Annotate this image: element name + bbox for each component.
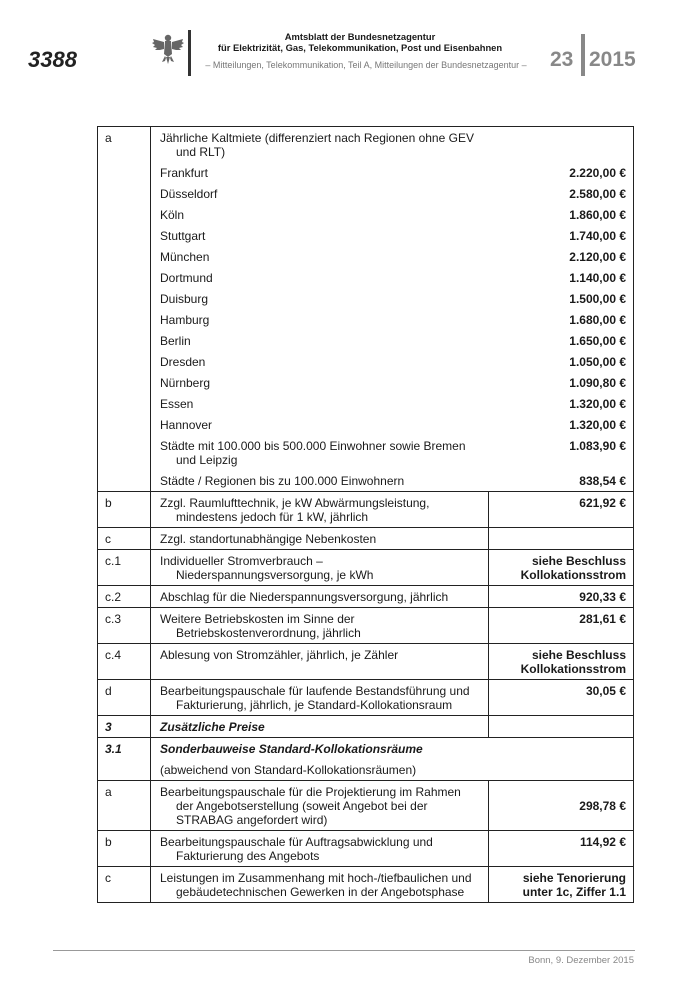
gazette-subtitle: – Mitteilungen, Telekommunikation, Teil A, Mitteilungen der Bundesnetzagentur –	[205, 60, 527, 70]
row-id: b	[98, 831, 151, 867]
region-name: Dresden	[160, 355, 206, 369]
section-number: 3	[98, 716, 151, 738]
region-name: Essen	[160, 397, 194, 411]
footer-divider	[53, 950, 635, 951]
row-id: c	[98, 867, 151, 903]
row-description	[151, 781, 489, 831]
row-description	[151, 867, 489, 903]
row-description	[151, 680, 489, 716]
table-row	[98, 680, 634, 716]
rent-heading-row	[151, 127, 633, 162]
subsection-number: 3.1	[98, 738, 151, 781]
row-description-text: Zzgl. standortunabhängige Nebenkosten	[160, 532, 377, 546]
section-header-row	[98, 716, 634, 738]
rent-heading: Jährliche Kaltmiete (differenziert nach Regionen ohne GEV und RLT)	[160, 131, 474, 159]
row-price: siehe Beschluss Kollokationsstrom	[489, 550, 634, 586]
gazette-title-line1: Amtsblatt der Bundesnetzagentur	[284, 31, 436, 42]
region-name: Köln	[160, 208, 185, 222]
region-price: 1.860,00 €	[569, 208, 626, 222]
region-name: Hamburg	[160, 313, 210, 327]
row-description	[151, 586, 489, 608]
list-item	[151, 267, 633, 288]
region-price: 838,54 €	[579, 474, 626, 488]
region-price: 2.220,00 €	[569, 166, 626, 180]
row-description	[151, 831, 489, 867]
city-list	[151, 162, 633, 491]
subsection-note: (abweichend von Standard-Kollokationsräumen)	[160, 763, 417, 777]
region-price: 2.580,00 €	[569, 187, 626, 201]
subsection-header-row	[98, 738, 634, 781]
region-price: 1.320,00 €	[569, 418, 626, 432]
header-divider	[188, 30, 191, 76]
section-title: Zusätzliche Preise	[151, 716, 489, 738]
region-name: Städte / Regionen bis zu 100.000 Einwohnern	[160, 474, 405, 488]
subsection-title: Sonderbauweise Standard-Kollokationsräume	[160, 742, 423, 756]
row-price: 621,92 €	[489, 492, 634, 528]
issue-divider	[581, 34, 585, 76]
table-row	[98, 781, 634, 831]
region-name: München	[160, 250, 210, 264]
row-description-text: Bearbeitungspauschale für laufende Bestandsführung und Fakturierung, jährlich, je Standard-Kollokationsraum	[160, 684, 470, 712]
row-price: 281,61 €	[489, 608, 634, 644]
region-price: 1.050,00 €	[569, 355, 626, 369]
table-row	[98, 492, 634, 528]
footer-date: Bonn, 9. Dezember 2015	[528, 955, 634, 966]
region-price: 1.680,00 €	[569, 313, 626, 327]
list-item	[151, 309, 633, 330]
list-item	[151, 470, 633, 491]
rent-by-region	[151, 127, 634, 492]
region-price: 1.083,90 €	[569, 439, 626, 453]
row-id: c.4	[98, 644, 151, 680]
row-price: 298,78 €	[489, 781, 634, 831]
region-name: Berlin	[160, 334, 191, 348]
region-price: 1.650,00 €	[569, 334, 626, 348]
row-id: b	[98, 492, 151, 528]
table-row	[98, 867, 634, 903]
row-description-text: Zzgl. Raumlufttechnik, je kW Abwärmungsleistung, mindestens jedoch für 1 kW, jährlich	[160, 496, 430, 524]
region-name: Stuttgart	[160, 229, 206, 243]
issue-number: 23	[550, 48, 574, 71]
row-description-text: Abschlag für die Niederspannungsversorgung, jährlich	[160, 590, 449, 604]
issue-year: 2015	[589, 48, 636, 71]
region-name: Hannover	[160, 418, 213, 432]
row-description	[151, 528, 489, 550]
row-id: a	[98, 781, 151, 831]
row-description-text: Bearbeitungspauschale für die Projektierung im Rahmen der Angebotserstellung (soweit Angebot bei der STRABAG angefordert wird)	[160, 785, 461, 827]
section-price-empty	[489, 716, 634, 738]
region-price: 2.120,00 €	[569, 250, 626, 264]
federal-eagle-icon	[150, 30, 186, 66]
list-item	[151, 183, 633, 204]
row-price	[489, 528, 634, 550]
table-row	[98, 644, 634, 680]
table-row	[98, 528, 634, 550]
list-item	[151, 225, 633, 246]
row-id: c.1	[98, 550, 151, 586]
row-description-text: Individueller Stromverbrauch – Niederspannungsversorgung, je kWh	[160, 554, 374, 582]
page-number: 3388	[28, 47, 77, 72]
region-name: Städte mit 100.000 bis 500.000 Einwohner sowie Bremen und Leipzig	[160, 439, 466, 467]
region-price: 1.090,80 €	[569, 376, 626, 390]
row-description-text: Bearbeitungspauschale für Auftragsabwicklung und Fakturierung des Angebots	[160, 835, 433, 863]
region-price: 1.740,00 €	[569, 229, 626, 243]
gazette-title	[200, 31, 520, 53]
table-row	[98, 608, 634, 644]
list-item	[151, 330, 633, 351]
region-name: Frankfurt	[160, 166, 209, 180]
row-description	[151, 608, 489, 644]
row-id: a	[98, 127, 151, 492]
row-price: siehe Tenorierung unter 1c, Ziffer 1.1	[489, 867, 634, 903]
row-price: siehe Beschluss Kollokationsstrom	[489, 644, 634, 680]
region-name: Dortmund	[160, 271, 213, 285]
table-row-a	[98, 127, 634, 492]
region-name: Nürnberg	[160, 376, 211, 390]
list-item	[151, 393, 633, 414]
region-name: Duisburg	[160, 292, 209, 306]
list-item	[151, 351, 633, 372]
table-row	[98, 586, 634, 608]
row-description-text: Weitere Betriebskosten im Sinne der Betriebskostenverordnung, jährlich	[160, 612, 361, 640]
row-price: 920,33 €	[489, 586, 634, 608]
region-price: 1.140,00 €	[569, 271, 626, 285]
row-description	[151, 644, 489, 680]
row-id: c	[98, 528, 151, 550]
list-item	[151, 204, 633, 225]
row-id: c.3	[98, 608, 151, 644]
row-description-text: Ablesung von Stromzähler, jährlich, je Zähler	[160, 648, 399, 662]
price-table	[97, 126, 634, 903]
list-item	[151, 372, 633, 393]
row-description	[151, 550, 489, 586]
row-price: 30,05 €	[489, 680, 634, 716]
row-description-text: Leistungen im Zusammenhang mit hoch-/tiefbaulichen und gebäudetechnischen Gewerken in der Angebotsphase	[160, 871, 472, 899]
region-price: 1.320,00 €	[569, 397, 626, 411]
row-description	[151, 492, 489, 528]
list-item	[151, 246, 633, 267]
table-row	[98, 831, 634, 867]
row-id: c.2	[98, 586, 151, 608]
region-name: Düsseldorf	[160, 187, 218, 201]
row-price: 114,92 €	[489, 831, 634, 867]
table-row	[98, 550, 634, 586]
list-item	[151, 288, 633, 309]
subsection-content	[151, 738, 634, 781]
row-id: d	[98, 680, 151, 716]
region-price: 1.500,00 €	[569, 292, 626, 306]
list-item	[151, 414, 633, 435]
list-item	[151, 162, 633, 183]
list-item	[151, 435, 633, 470]
gazette-title-line2: für Elektrizität, Gas, Telekommunikation, Post und Eisenbahnen	[217, 42, 503, 53]
